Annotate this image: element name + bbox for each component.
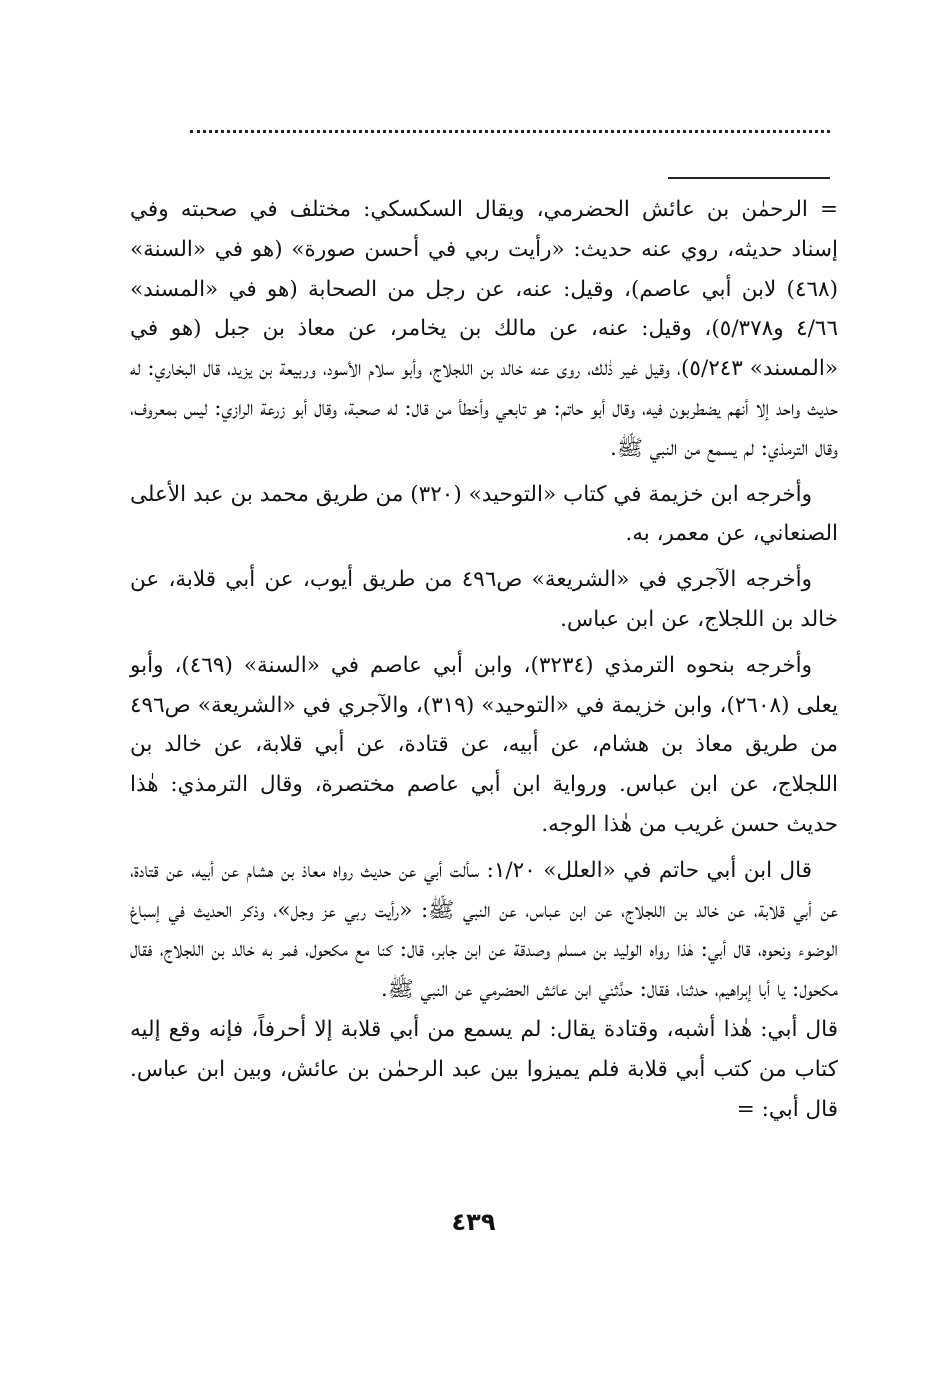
footnote-paragraph-2: وأخرجه ابن خزيمة في كتاب «التوحيد» (٣٢٠) من طريق محمد بن عبد الأعلى الصنعاني، عن معمر، به. [130,481,838,547]
footnote-text-block [130,190,838,1129]
footnote-paragraph-5: قال ابن أبي حاتم في «العلل» ١/٢٠: سألت أبي عن حديث رواه معاذ بن هشام عن أبيه، عن قتادة، عن أبي قلابة، عن خالد بن اللجلاج، عن ابن عباس، عن النبي ﷺ: «رأيت ربي عز وجل»، وذكر الحديث في إسباغ الوضوء ونحوه، قال أبي: هٰذا رواه الوليد بن مسلم وصدقة عن ابن جابر، قال: كنا مع مكحول، فمر به خالد بن اللجلاج، فقال مكحول: يا أبا إبراهيم، حدثنا، فقال: حدَّثني ابن عائش الحضرمي عن النبي ﷺ. [130,857,838,1003]
footnote-paragraph-1: = الرحمٰن بن عائش الحضرمي، ويقال السكسكي: مختلف في صحبته وفي إسناد حديثه، روي عنه حديث: «رأيت ربي في أحسن صورة» (هو في «السنة» (٤٦٨) لابن أبي عاصم)، وقيل: عنه، عن رجل من الصحابة (هو في «المسند» ٤/٦٦ و٥/٣٧٨)، وقيل: عنه، عن مالك بن يخامر، عن معاذ بن جبل (هو في «المسند» ٥/٢٤٣)، وقيل غير ذٰلك، روى عنه خالد بن اللجلاج، وأبو سلام الأسود، وربيعة بن يزيد، قال البخاري: له حديث واحد إلا أنهم يضطربون فيه، وقال أبو حاتم: هو تابعي وأخطأ من قال: له صحبة، وقال أبو زرعة الرازي: ليس بمعروف، وقال الترمذي: لم يسمع من النبي ﷺ. [130,197,839,461]
page-number: ٤٣٩ [451,1208,496,1236]
footnote-separator-rule [668,177,830,179]
footnote-paragraph-6: قال أبي: هٰذا أشبه، وقتادة يقال: لم يسمع من أبي قلابة إلا أحرفاً، فإنه وقع إليه كتاب من كتب أبي قلابة فلم يميزوا بين عبد الرحمٰن بن عائش، وبين ابن عباس. قال أبي: = [130,1016,838,1122]
footnote-paragraph-3: وأخرجه الآجري في «الشريعة» ص٤٩٦ من طريق أيوب، عن أبي قلابة، عن خالد بن اللجلاج، عن ابن عباس. [130,567,838,632]
footnote-separator-dots [190,130,830,153]
footnote-paragraph-4: وأخرجه بنحوه الترمذي (٣٢٣٤)، وابن أبي عاصم في «السنة» (٤٦٩)، وأبو يعلى (٢٦٠٨)، وابن خزيمة في «التوحيد» (٣١٩)، والآجري في «الشريعة» ص٤٩٦ من طريق معاذ بن هشام، عن أبيه، عن قتادة، عن أبي قلابة، عن خالد بن اللجلاج، عن ابن عباس. ورواية ابن أبي عاصم مختصرة، وقال الترمذي: هٰذا حديث حسن غريب من هٰذا الوجه. [130,652,839,837]
